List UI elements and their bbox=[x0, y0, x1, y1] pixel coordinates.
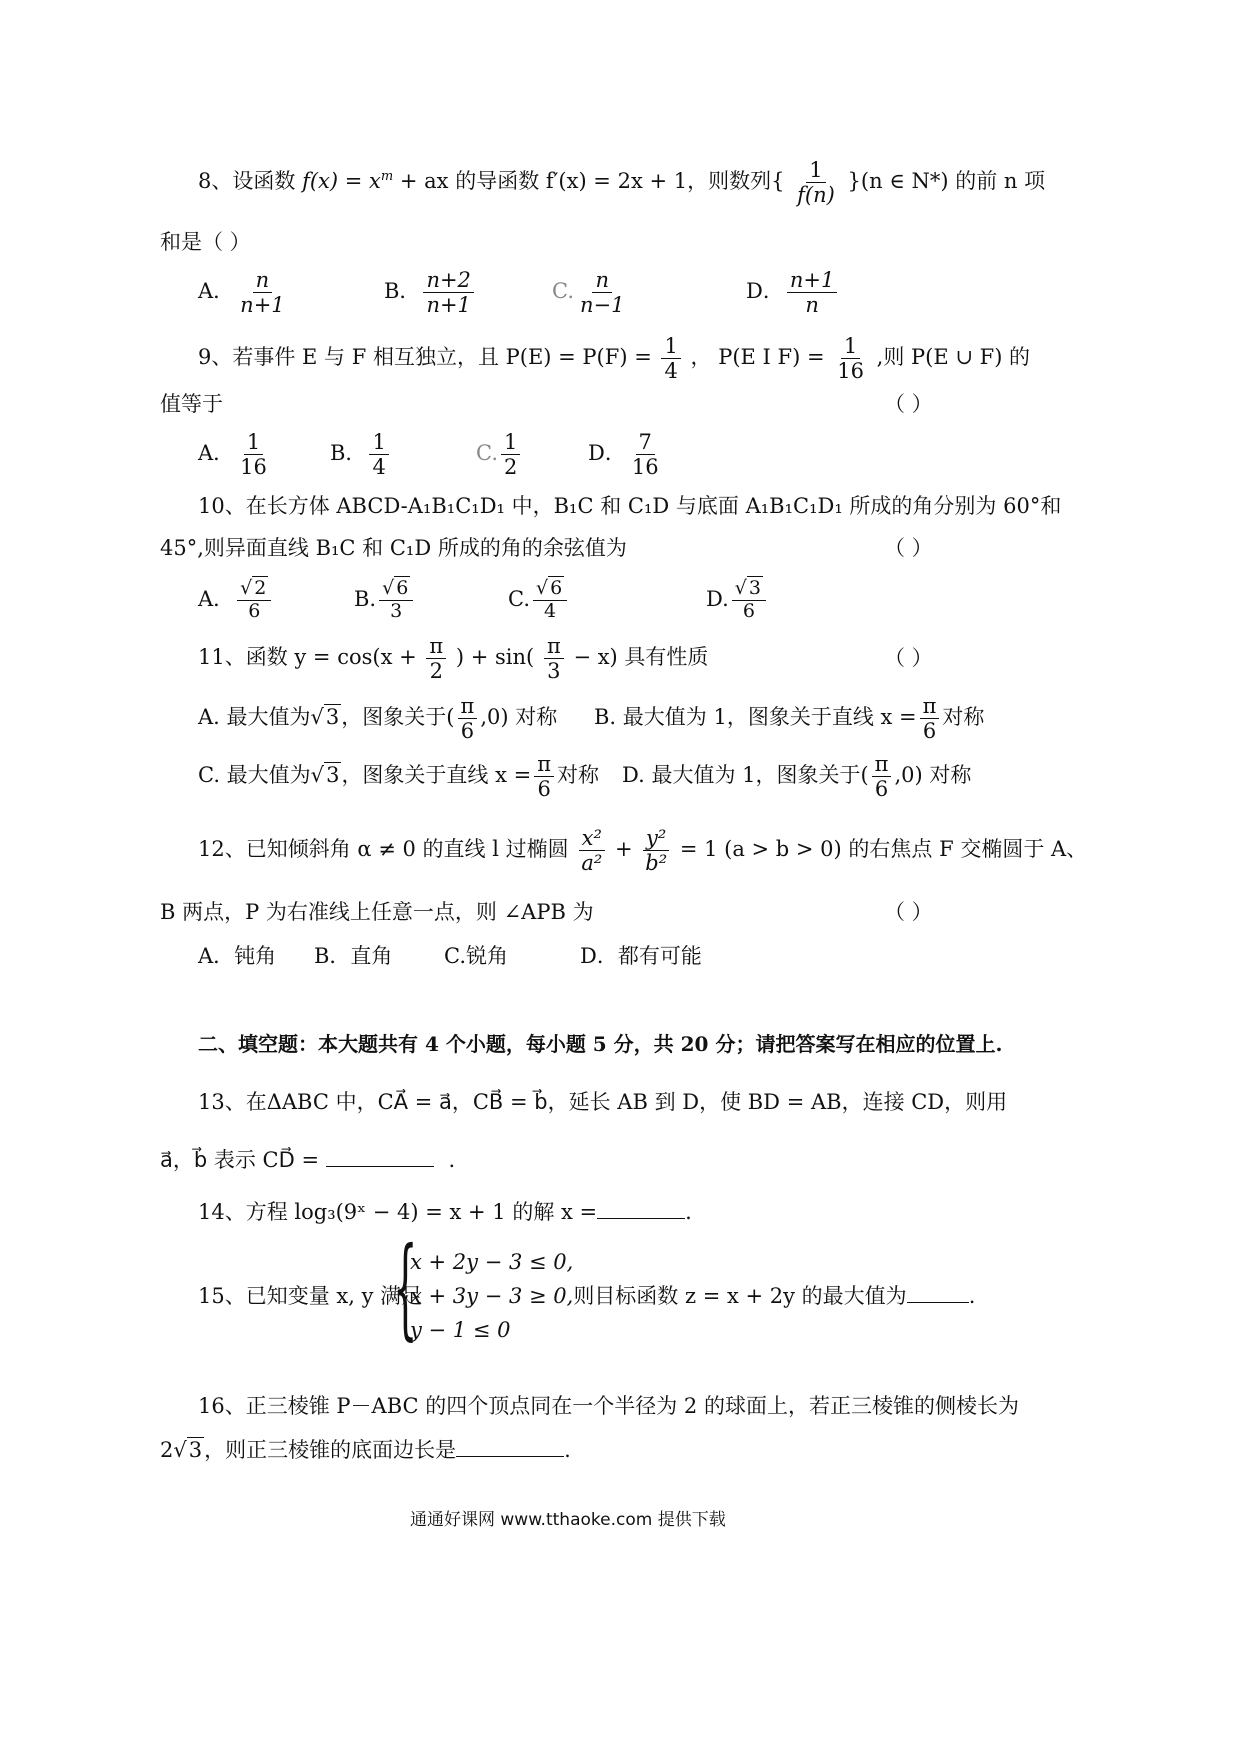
q9-option-d: D． $\frac{7}{16}$ bbox=[588, 430, 659, 480]
q12-option-d: D．都有可能 bbox=[580, 944, 702, 968]
q12-option-a: A．钝角 bbox=[198, 944, 277, 968]
q16-line2: 2√3，则正三棱锥的底面边长是 . bbox=[160, 1438, 571, 1462]
q12-option-b: B．直角 bbox=[314, 944, 393, 968]
page-footer: 通通好课网 www.tthaoke.com 提供下载 bbox=[410, 1510, 726, 1530]
q8-option-b: B． $\frac{n+2}{n+1}$ bbox=[384, 268, 477, 317]
q8-option-d: D． $\frac{n+1}{n}$ bbox=[746, 268, 840, 317]
q11-option-b: B. 最大值为 1，图象关于直线 x = $\frac{\pi}{6}$ 对称 bbox=[594, 694, 985, 744]
q15-sys-2: x + 3y − 3 ≥ 0,则目标函数 z = x + 2y 的最大值为 . bbox=[410, 1284, 976, 1308]
q12-option-c: C.锐角 bbox=[444, 944, 508, 968]
q9-tail: ,则 P(E ∪ F) 的 bbox=[876, 345, 1031, 370]
q10-option-b: B. $\frac{√ 6}{3}$ bbox=[354, 578, 416, 623]
q15-sys-1: x + 2y − 3 ≤ 0, bbox=[410, 1250, 574, 1274]
q16-line1: 16、正三棱锥 P－ABC 的四个顶点同在一个半径为 2 的球面上，若正三棱锥的侧棱长为 bbox=[198, 1394, 1019, 1418]
q8-line1 bbox=[198, 158, 1045, 207]
q10-option-d: D. $\frac{√ 3}{6}$ bbox=[706, 578, 769, 623]
q14-answer-blank[interactable] bbox=[597, 1218, 685, 1219]
q13-line2: a⃗，b⃗ 表示 CD⃗ = . bbox=[160, 1148, 456, 1172]
q10-line1: 10、在长方体 ABCD-A₁B₁C₁D₁ 中，B₁C 和 C₁D 与底面 A₁B₁C₁D₁ 所成的角分别为 60°和 bbox=[198, 494, 1062, 518]
q11-option-d: D. 最大值为 1，图象关于( $\frac{\pi}{6}$ ,0) 对称 bbox=[622, 752, 972, 802]
q9-option-b: B． $\frac{1}{4}$ bbox=[330, 430, 392, 479]
q11-option-a: A. 最大值为√3，图象关于( $\frac{\pi}{6}$ ,0) 对称 bbox=[198, 694, 558, 744]
q10-option-c: C. $\frac{√ 6}{4}$ bbox=[508, 578, 570, 623]
q15-prefix: 15、已知变量 x, y 满足 bbox=[198, 1284, 423, 1308]
q10-paren: （ ） bbox=[884, 536, 933, 560]
q13-answer-blank[interactable] bbox=[326, 1166, 434, 1167]
q9-option-c: C. $\frac{1}{2}$ bbox=[476, 430, 523, 479]
q11-line1: 11、函数 y = cos(x + $\frac{\pi}{2}$ ) + sin( $\frac{\pi}{3}$ − x) 具有性质 bbox=[198, 634, 709, 684]
q8-func: f(x) = x bbox=[302, 169, 381, 194]
q9-mid: ， P(E I F) = bbox=[690, 345, 825, 370]
q8-option-a: A． $\frac{n}{n+1}$ bbox=[198, 268, 285, 318]
q15-answer-blank[interactable] bbox=[907, 1302, 969, 1303]
q10-option-a: A． $\frac{√ 2}{6}$ bbox=[198, 578, 274, 623]
q9-prefix: 9、若事件 E 与 F 相互独立，且 P(E) = P(F) = bbox=[198, 345, 652, 370]
q12-line1: 12、已知倾斜角 α ≠ 0 的直线 l 过椭圆 $\frac{\text{x²}}{\text{a²}}$ + $\frac{\text{y²}}{\text{b²}}$ = 1 (a > b > 0) 的右焦点 F 交椭圆于 A、 bbox=[198, 826, 1088, 876]
q15-brace: { bbox=[393, 1223, 418, 1351]
q13-line1: 13、在ΔABC 中，CA⃗ = a⃗，CB⃗ = b⃗，延长 AB 到 D，使 BD = AB，连接 CD，则用 bbox=[198, 1090, 1008, 1114]
q8-tail: }(n ∈ N*) 的前 n 项 bbox=[847, 169, 1046, 194]
q8-exp: m bbox=[380, 169, 394, 185]
q8-line2: 和是（ ） bbox=[160, 230, 251, 254]
q15-sys-3: y − 1 ≤ 0 bbox=[410, 1318, 511, 1342]
q9-line2: 值等于 bbox=[160, 392, 223, 416]
section-heading: 二、填空题：本大题共有 4 个小题，每小题 5 分，共 20 分；请把答案写在相应的位置上. bbox=[198, 1032, 1003, 1056]
q11-option-c: C. 最大值为√3，图象关于直线 x = $\frac{\pi}{6}$ 对称 bbox=[198, 752, 600, 802]
q10-line2: 45°,则异面直线 B₁C 和 C₁D 所成的角的余弦值为 bbox=[160, 536, 627, 560]
q12-line2: B 两点，P 为右准线上任意一点，则 ∠APB 为 bbox=[160, 900, 594, 924]
q14-line: 14、方程 log₃(9ˣ − 4) = x + 1 的解 x = . bbox=[198, 1200, 692, 1224]
q16-answer-blank[interactable] bbox=[456, 1456, 564, 1457]
q9-line1: 9、若事件 E 与 F 相互独立，且 P(E) = P(F) = $\frac{1}{4}$ ， P(E I F) = $\frac{1}{16}$ ,则 P(E ∪ F) 的 bbox=[198, 334, 1031, 384]
q9-option-a: A． $\frac{1}{16}$ bbox=[198, 430, 267, 480]
q8-prefix: 8、设函数 bbox=[198, 169, 296, 194]
q8-option-c: C. $\frac{n}{n-1}$ bbox=[552, 268, 625, 318]
q8-func-rest: + ax 的导函数 f′(x) = 2x + 1，则数列{ bbox=[393, 169, 785, 194]
q9-paren: （ ） bbox=[884, 392, 933, 416]
q11-paren: （ ） bbox=[884, 646, 933, 670]
q8-frac: $\frac{1}{f(n)}$ bbox=[797, 158, 835, 208]
q12-paren: （ ） bbox=[884, 900, 933, 924]
